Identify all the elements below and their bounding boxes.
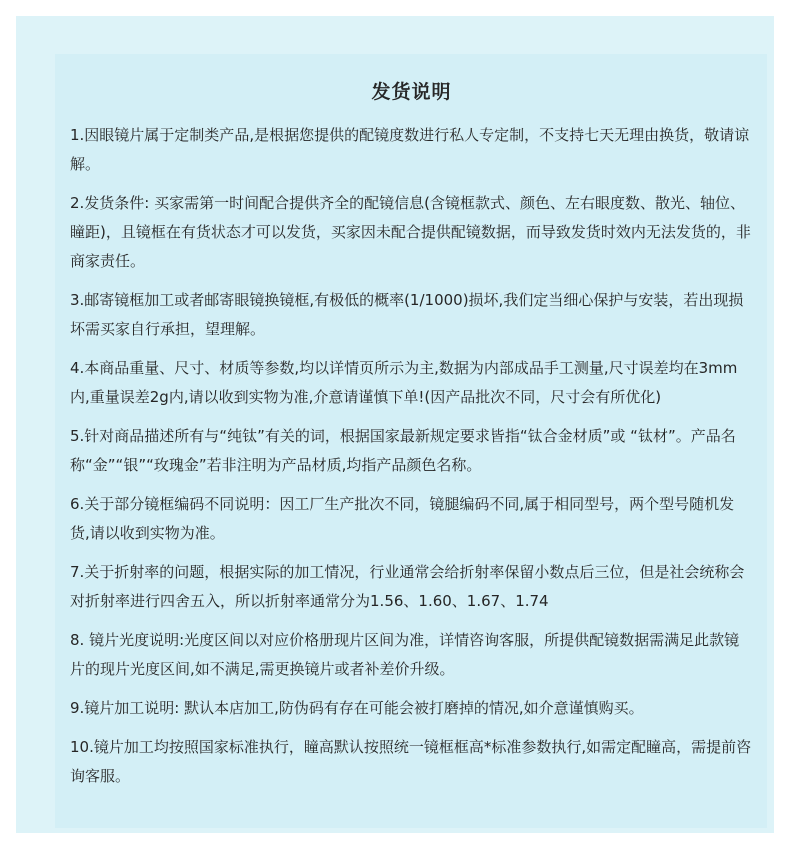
notice-item-4: 4.本商品重量、尺寸、材质等参数,均以详情页所示为主,数据为内部成品手工测量,尺寸误差均在3mm内,重量误差2g内,请以收到实物为准,介意请谨慎下单!(因产品批次不同，尺寸会有所优化) [70, 359, 738, 406]
notice-item-7: 7.关于折射率的问题，根据实际的加工情况，行业通常会给折射率保留小数点后三位，但是社会统称会对折射率进行四舍五入，所以折射率通常分为1.56、1.60、1.67、1.74 [70, 563, 745, 610]
notice-item-3: 3.邮寄镜框加工或者邮寄眼镜换镜框,有极低的概率(1/1000)损坏,我们定当细心保护与安装，若出现损坏需买家自行承担，望理解。 [70, 291, 744, 338]
notice-item-10: 10.镜片加工均按照国家标准执行，瞳高默认按照统一镜框框高*标准参数执行,如需定配瞳高，需提前咨询客服。 [70, 738, 752, 785]
notice-item-2: 2.发货条件: 买家需第一时间配合提供齐全的配镜信息(含镜框款式、颜色、左右眼度数、散光、轴位、瞳距)，且镜框在有货状态才可以发货，买家因未配合提供配镜数据，而导致发货时效内无法发货的，非商家责任。 [70, 194, 751, 270]
notice-item-6: 6.关于部分镜框编码不同说明：因工厂生产批次不同，镜腿编码不同,属于相同型号，两个型号随机发货,请以收到实物为准。 [70, 495, 735, 542]
shipping-notice-panel [55, 54, 767, 828]
page-title: 发货说明 [371, 81, 452, 103]
notice-item-9: 9.镜片加工说明: 默认本店加工,防伪码有存在可能会被打磨掉的情况,如介意谨慎购买。 [70, 699, 644, 717]
outer-frame [16, 16, 774, 833]
notice-item-8: 8. 镜片光度说明:光度区间以对应价格册现片区间为准，详情咨询客服，所提供配镜数据需满足此款镜片的现片光度区间,如不满足,需更换镜片或者补差价升级。 [70, 631, 740, 678]
notice-item-1: 1.因眼镜片属于定制类产品,是根据您提供的配镜度数进行私人专定制，不支持七天无理由换货，敬请谅解。 [70, 126, 750, 173]
notice-item-5: 5.针对商品描述所有与“纯钛”有关的词，根据国家最新规定要求皆指“钛合金材质”或 “钛材”。产品名称“金”“银”“玫瑰金”若非注明为产品材质,均指产品颜色名称。 [70, 427, 736, 474]
